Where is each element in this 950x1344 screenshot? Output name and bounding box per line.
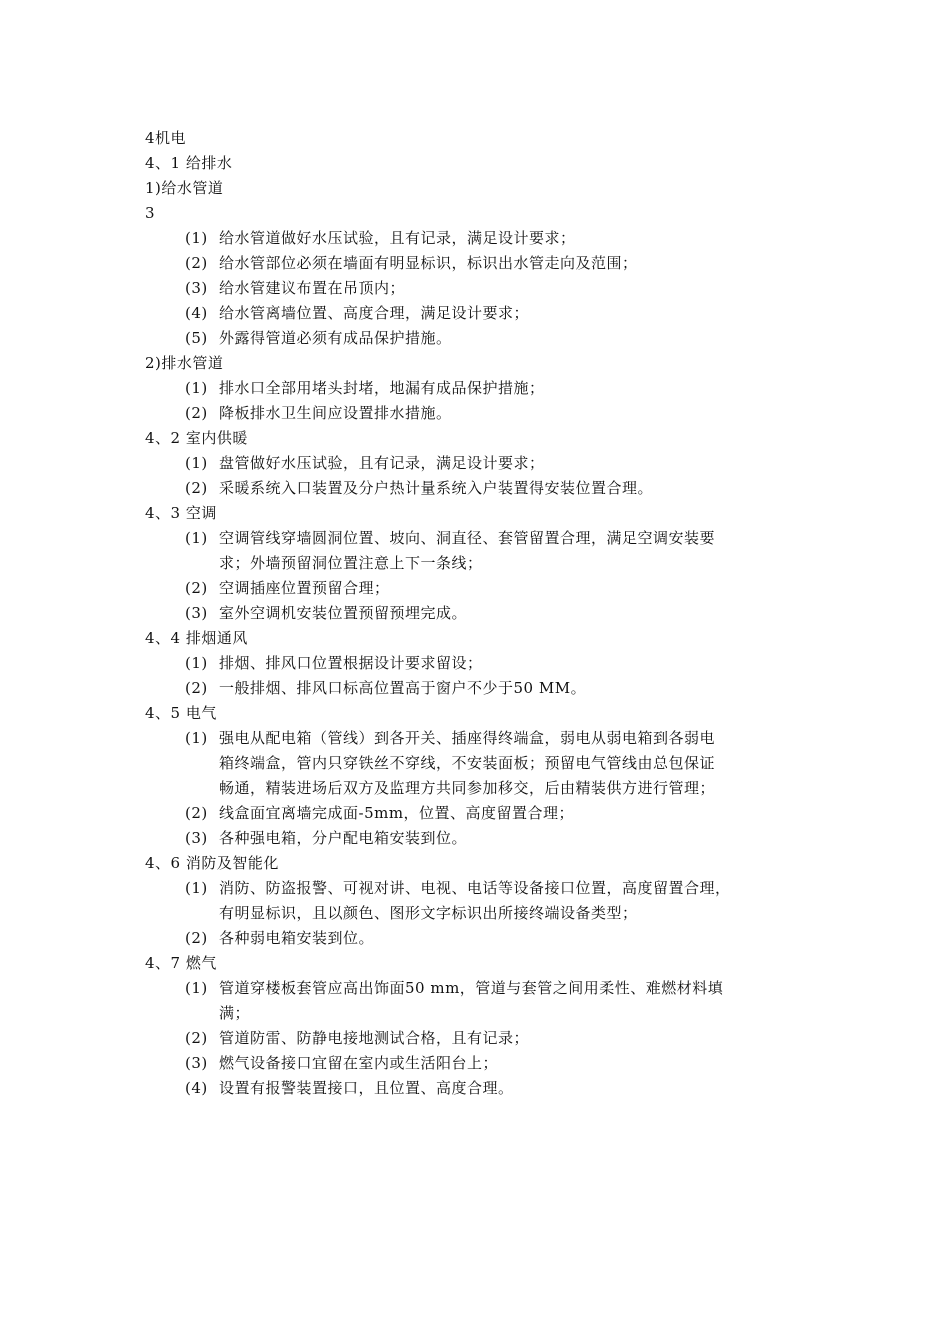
item-text [219, 476, 825, 501]
item-text [219, 651, 825, 676]
item-number: (4) [185, 1079, 208, 1097]
item-number: (2) [185, 404, 208, 422]
item-text-line: 排水口全部用堵头封堵，地漏有成品保护措施； [219, 379, 545, 397]
list-item [145, 526, 825, 576]
list-item [145, 576, 825, 601]
list-item [145, 276, 825, 301]
item-text-line: 线盒面宜离墙完成面-5mm，位置、高度留置合理； [219, 804, 575, 822]
list-item [145, 326, 825, 351]
item-number: (1) [185, 979, 208, 997]
item-text [219, 976, 825, 1026]
item-text [219, 451, 825, 476]
item-text-line: 畅通，精装进场后双方及监理方共同参加移交，后由精装供方进行管理； [219, 779, 716, 797]
item-number: (2) [185, 1029, 208, 1047]
item-number: (1) [185, 529, 208, 547]
item-text [219, 1051, 825, 1076]
item-number: (1) [185, 229, 208, 247]
item-number: (2) [185, 804, 208, 822]
item-number: (2) [185, 254, 208, 272]
section-title: 4、5 电气 [145, 704, 217, 722]
subsection-title: 2)排水管道 [145, 354, 224, 372]
item-text [219, 251, 825, 276]
item-text-line: 给水管道做好水压试验，且有记录，满足设计要求； [219, 229, 576, 247]
list-item [145, 926, 825, 951]
item-number: (4) [185, 304, 208, 322]
item-text [219, 226, 825, 251]
item-text-line: 空调插座位置预留合理； [219, 579, 390, 597]
item-number: (1) [185, 729, 208, 747]
list-item [145, 401, 825, 426]
item-text-line: 盘管做好水压试验，且有记录，满足设计要求； [219, 454, 545, 472]
item-text-line: 满； [219, 1004, 251, 1022]
list-item [145, 251, 825, 276]
document-heading: 4机电 [145, 129, 187, 147]
item-number: (2) [185, 929, 208, 947]
list-item [145, 1026, 825, 1051]
item-text-line: 消防、防盗报警、可视对讲、电视、电话等设备接口位置，高度留置合理， [219, 879, 731, 897]
list-item [145, 726, 825, 801]
item-text-line: 强电从配电箱（管线）到各开关、插座得终端盒，弱电从弱电箱到各弱电 [219, 729, 716, 747]
item-text-line: 管道穿楼板套管应高出饰面50 mm，管道与套管之间用柔性、难燃材料填 [219, 979, 724, 997]
item-text [219, 876, 825, 926]
item-text [219, 576, 825, 601]
item-text-line: 有明显标识，且以颜色、图形文字标识出所接终端设备类型； [219, 904, 638, 922]
list-item [145, 876, 825, 926]
item-text-line: 外露得管道必须有成品保护措施。 [219, 329, 452, 347]
item-text [219, 826, 825, 851]
item-text-line: 给水管建议布置在吊顶内； [219, 279, 406, 297]
item-text-line: 求；外墙预留洞位置注意上下一条线； [219, 554, 483, 572]
item-text [219, 276, 825, 301]
item-number: (1) [185, 379, 208, 397]
section-title: 4、4 排烟通风 [145, 629, 248, 647]
item-text [219, 376, 825, 401]
item-number: (2) [185, 479, 208, 497]
item-text-line: 各种弱电箱安装到位。 [219, 929, 375, 947]
item-text [219, 801, 825, 826]
item-number: (3) [185, 829, 208, 847]
list-item [145, 226, 825, 251]
item-text-line: 各种强电箱，分户配电箱安装到位。 [219, 829, 468, 847]
item-number: (3) [185, 1054, 208, 1072]
item-text [219, 326, 825, 351]
item-number: (1) [185, 879, 208, 897]
item-text-line: 给水管部位必须在墙面有明显标识，标识出水管走向及范围； [219, 254, 638, 272]
section-title: 4、3 空调 [145, 504, 217, 522]
item-text [219, 301, 825, 326]
section-title: 4、6 消防及智能化 [145, 854, 279, 872]
list-item [145, 301, 825, 326]
list-item [145, 801, 825, 826]
item-text-line: 设置有报警装置接口，且位置、高度合理。 [219, 1079, 514, 1097]
item-number: (1) [185, 454, 208, 472]
subsection-note: 3 [145, 204, 156, 222]
item-number: (5) [185, 329, 208, 347]
item-text-line: 箱终端盒，管内只穿铁丝不穿线，不安装面板；预留电气管线由总包保证 [219, 754, 716, 772]
item-text [219, 601, 825, 626]
item-number: (1) [185, 654, 208, 672]
list-item [145, 651, 825, 676]
item-text-line: 室外空调机安装位置预留预埋完成。 [219, 604, 468, 622]
section-title: 4、2 室内供暖 [145, 429, 248, 447]
item-text-line: 燃气设备接口宜留在室内或生活阳台上； [219, 1054, 499, 1072]
section-title: 4、1 给排水 [145, 154, 233, 172]
item-text [219, 401, 825, 426]
item-text-line: 管道防雷、防静电接地测试合格，且有记录； [219, 1029, 530, 1047]
item-text [219, 926, 825, 951]
item-text [219, 1026, 825, 1051]
subsection-title: 1)给水管道 [145, 179, 224, 197]
list-item [145, 676, 825, 701]
list-item [145, 826, 825, 851]
item-text-line: 给水管离墙位置、高度合理，满足设计要求； [219, 304, 530, 322]
list-item [145, 976, 825, 1026]
list-item [145, 1076, 825, 1101]
document-body [145, 126, 825, 1101]
item-text-line: 空调管线穿墙圆洞位置、坡向、洞直径、套管留置合理，满足空调安装要 [219, 529, 716, 547]
list-item [145, 1051, 825, 1076]
item-text [219, 726, 825, 801]
item-number: (2) [185, 579, 208, 597]
item-text [219, 1076, 825, 1101]
list-item [145, 601, 825, 626]
section-title: 4、7 燃气 [145, 954, 217, 972]
list-item [145, 476, 825, 501]
item-text-line: 采暖系统入口装置及分户热计量系统入户装置得安装位置合理。 [219, 479, 654, 497]
item-text [219, 676, 825, 701]
item-text-line: 排烟、排风口位置根据设计要求留设； [219, 654, 483, 672]
list-item [145, 376, 825, 401]
list-item [145, 451, 825, 476]
item-number: (3) [185, 279, 208, 297]
item-text-line: 一般排烟、排风口标高位置高于窗户不少于50 MM。 [219, 679, 587, 697]
item-number: (2) [185, 679, 208, 697]
item-text [219, 526, 825, 576]
item-text-line: 降板排水卫生间应设置排水措施。 [219, 404, 452, 422]
item-number: (3) [185, 604, 208, 622]
